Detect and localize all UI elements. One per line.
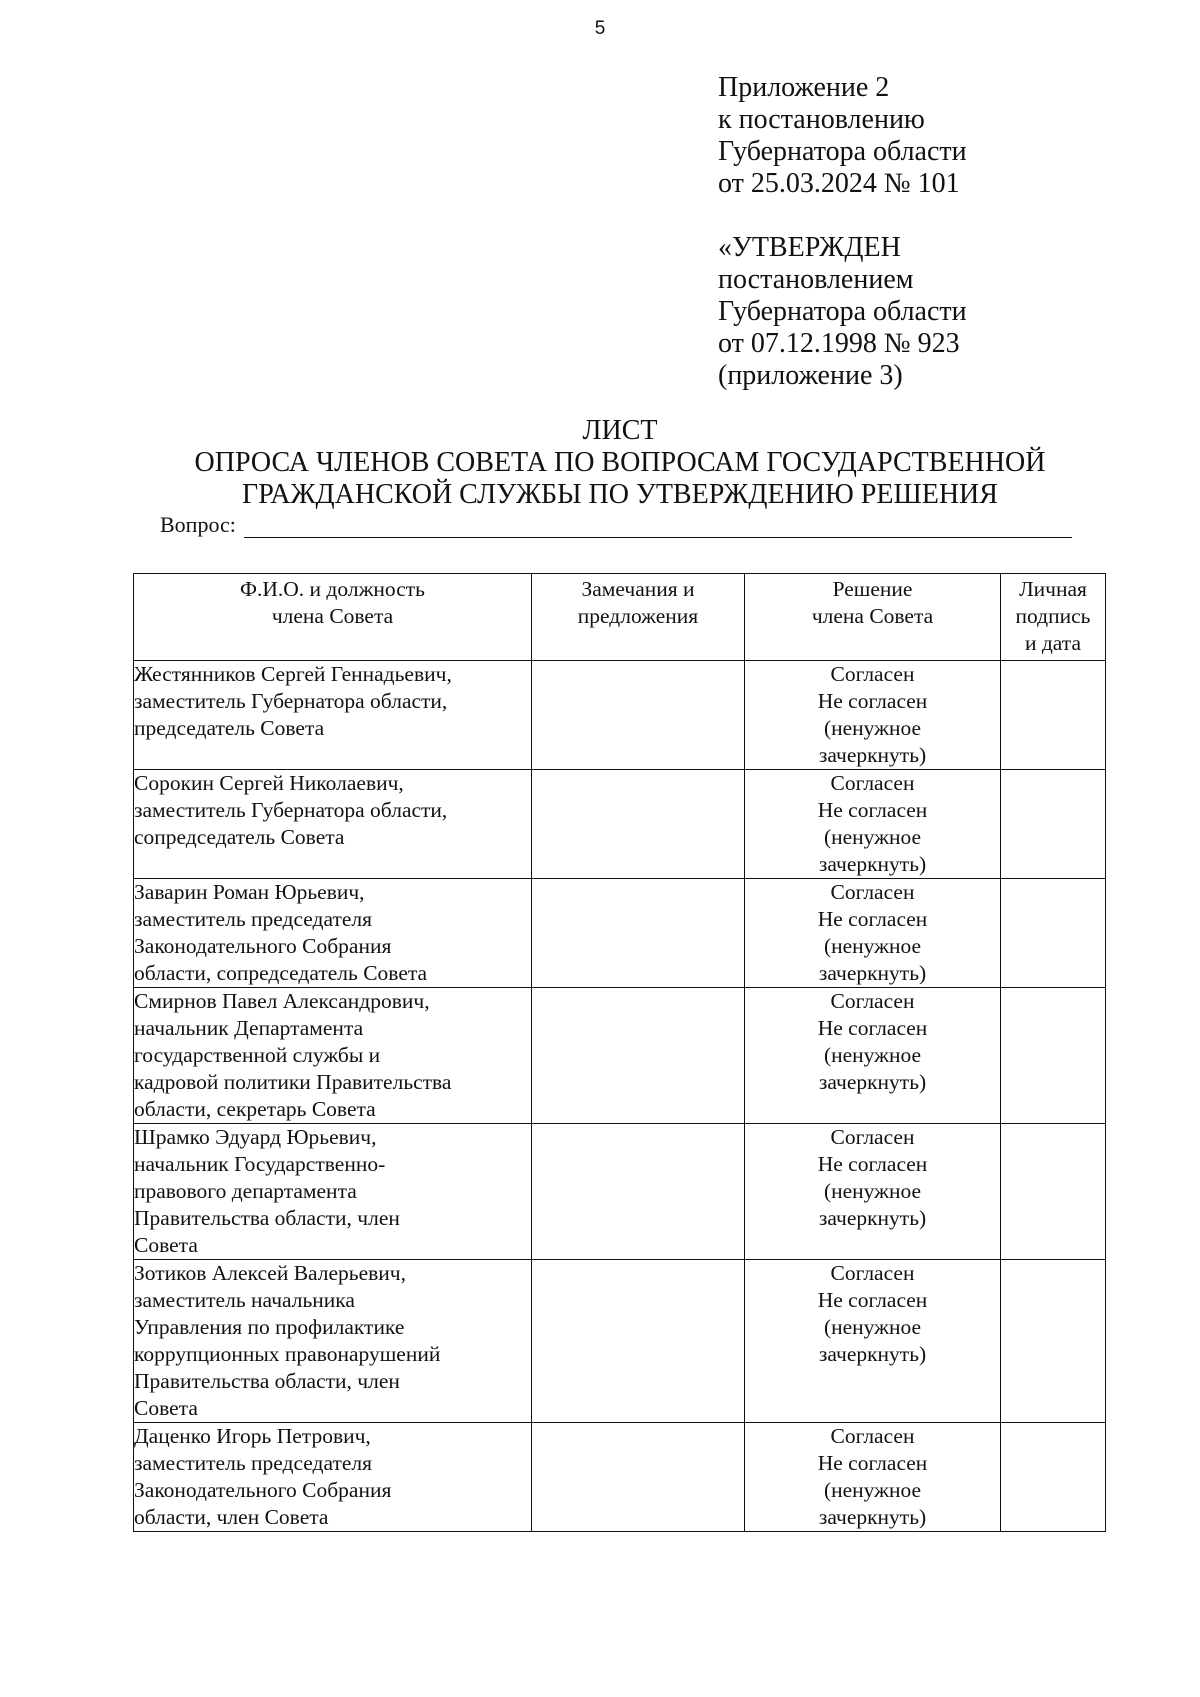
remarks-cell[interactable] — [532, 988, 745, 1124]
member-cell — [134, 988, 532, 1124]
table-row — [134, 1124, 1106, 1260]
member-line: Смирнов Павел Александрович, — [134, 989, 430, 1013]
decision-option: Не согласен — [817, 1288, 928, 1312]
member-line: Жестянников Сергей Геннадьевич, — [134, 662, 452, 686]
decision-option: (ненужное — [823, 1478, 922, 1502]
member-line: области, член Совета — [134, 1505, 329, 1529]
remarks-cell[interactable] — [532, 770, 745, 879]
signature-cell[interactable] — [1001, 879, 1106, 988]
member-line: сопредседатель Совета — [134, 825, 345, 849]
decision-option: Согласен — [830, 1125, 915, 1149]
table-row — [134, 770, 1106, 879]
member-line: Управления по профилактике — [134, 1315, 405, 1339]
member-line: Сорокин Сергей Николаевич, — [134, 771, 404, 795]
question-field — [160, 512, 1072, 538]
member-line: заместитель Губернатора области, — [134, 798, 448, 822]
table-header-row — [134, 574, 1106, 661]
title-line: ОПРОСА ЧЛЕНОВ СОВЕТА ПО ВОПРОСАМ ГОСУДАРСТВЕННОЙ — [194, 447, 1046, 478]
member-line: кадровой политики Правительства — [134, 1070, 452, 1094]
decision-option: Не согласен — [817, 1451, 928, 1475]
decision-option: зачеркнуть) — [818, 743, 927, 767]
member-line: Заварин Роман Юрьевич, — [134, 880, 365, 904]
appendix-line: Приложение 2 — [718, 72, 890, 103]
member-line: заместитель председателя — [134, 1451, 373, 1475]
member-line: Законодательного Собрания — [134, 934, 392, 958]
member-line: Законодательного Собрания — [134, 1478, 392, 1502]
remarks-cell[interactable] — [532, 661, 745, 770]
member-cell — [134, 1124, 532, 1260]
decision-option: (ненужное — [823, 934, 922, 958]
decision-cell — [745, 879, 1001, 988]
title-line: ЛИСТ — [582, 415, 658, 446]
member-line: области, секретарь Совета — [134, 1097, 376, 1121]
decision-cell — [745, 770, 1001, 879]
approval-line: «УТВЕРЖДЕН — [718, 232, 901, 263]
remarks-cell[interactable] — [532, 879, 745, 988]
question-label: Вопрос: — [160, 512, 236, 537]
decision-option: (ненужное — [823, 1315, 922, 1339]
member-line: заместитель начальника — [134, 1288, 355, 1312]
decision-cell — [745, 1260, 1001, 1423]
signature-cell[interactable] — [1001, 988, 1106, 1124]
decision-option: зачеркнуть) — [818, 1206, 927, 1230]
decision-option: зачеркнуть) — [818, 961, 927, 985]
member-line: начальник Департамента — [134, 1016, 364, 1040]
document-title — [130, 415, 1110, 511]
member-line: начальник Государственно- — [134, 1152, 386, 1176]
decision-option: зачеркнуть) — [818, 1505, 927, 1529]
member-line: Правительства области, член — [134, 1206, 400, 1230]
approval-line: Губернатора области — [718, 296, 967, 327]
decision-cell — [745, 988, 1001, 1124]
decision-cell — [745, 661, 1001, 770]
approval-line: (приложение 3) — [718, 360, 903, 391]
decision-option: Не согласен — [817, 907, 928, 931]
decision-option: зачеркнуть) — [818, 1342, 927, 1366]
approval-line: постановлением — [718, 264, 914, 295]
appendix-line: от 25.03.2024 № 101 — [718, 168, 960, 199]
decision-option: зачеркнуть) — [818, 852, 927, 876]
signature-cell[interactable] — [1001, 770, 1106, 879]
remarks-cell[interactable] — [532, 1260, 745, 1423]
header-remarks: Замечания и предложения — [532, 574, 745, 661]
member-line: Даценко Игорь Петрович, — [134, 1424, 371, 1448]
member-line: государственной службы и — [134, 1043, 381, 1067]
appendix-line: Губернатора области — [718, 136, 967, 167]
decision-option: (ненужное — [823, 825, 922, 849]
signature-cell[interactable] — [1001, 661, 1106, 770]
decision-option: Не согласен — [817, 798, 928, 822]
decision-cell — [745, 1124, 1001, 1260]
member-cell — [134, 1260, 532, 1423]
member-cell — [134, 770, 532, 879]
survey-table — [133, 573, 1106, 1532]
member-line: председатель Совета — [134, 716, 325, 740]
decision-option: Не согласен — [817, 1016, 928, 1040]
decision-option: Согласен — [830, 771, 915, 795]
header-decision: Решение члена Совета — [745, 574, 1001, 661]
table-row — [134, 1423, 1106, 1532]
decision-option: (ненужное — [823, 716, 922, 740]
decision-option: Не согласен — [817, 689, 928, 713]
remarks-cell[interactable] — [532, 1423, 745, 1532]
decision-option: зачеркнуть) — [818, 1070, 927, 1094]
decision-option: Согласен — [830, 1261, 915, 1285]
approval-line: от 07.12.1998 № 923 — [718, 328, 960, 359]
member-line: Зотиков Алексей Валерьевич, — [134, 1261, 406, 1285]
member-cell — [134, 1423, 532, 1532]
header-member: Ф.И.О. и должность члена Совета — [134, 574, 532, 661]
approval-stamp — [718, 232, 967, 392]
decision-option: Не согласен — [817, 1152, 928, 1176]
decision-option: (ненужное — [823, 1179, 922, 1203]
header-signature: Личная подпись и дата — [1001, 574, 1106, 661]
table-row — [134, 661, 1106, 770]
decision-option: Согласен — [830, 1424, 915, 1448]
signature-cell[interactable] — [1001, 1423, 1106, 1532]
member-line: области, сопредседатель Совета — [134, 961, 428, 985]
signature-cell[interactable] — [1001, 1124, 1106, 1260]
member-line: Правительства области, член — [134, 1369, 400, 1393]
member-cell — [134, 661, 532, 770]
table-row — [134, 988, 1106, 1124]
member-line: коррупционных правонарушений — [134, 1342, 441, 1366]
member-line: заместитель Губернатора области, — [134, 689, 448, 713]
member-line: Шрамко Эдуард Юрьевич, — [134, 1125, 377, 1149]
decision-cell — [745, 1423, 1001, 1532]
member-line: правового департамента — [134, 1179, 357, 1203]
decision-option: Согласен — [830, 880, 915, 904]
title-line: ГРАЖДАНСКОЙ СЛУЖБЫ ПО УТВЕРЖДЕНИЮ РЕШЕНИЯ — [242, 479, 998, 510]
member-line: Совета — [134, 1396, 198, 1420]
decision-option: Согласен — [830, 989, 915, 1013]
table-row — [134, 1260, 1106, 1423]
page-number: 5 — [594, 18, 606, 39]
table-row — [134, 879, 1106, 988]
decision-option: (ненужное — [823, 1043, 922, 1067]
member-line: Совета — [134, 1233, 198, 1257]
appendix-line: к постановлению — [718, 104, 925, 135]
member-line: заместитель председателя — [134, 907, 373, 931]
member-cell — [134, 879, 532, 988]
remarks-cell[interactable] — [532, 1124, 745, 1260]
appendix-reference — [718, 72, 967, 200]
question-blank-line — [244, 515, 1072, 538]
decision-option: Согласен — [830, 662, 915, 686]
signature-cell[interactable] — [1001, 1260, 1106, 1423]
